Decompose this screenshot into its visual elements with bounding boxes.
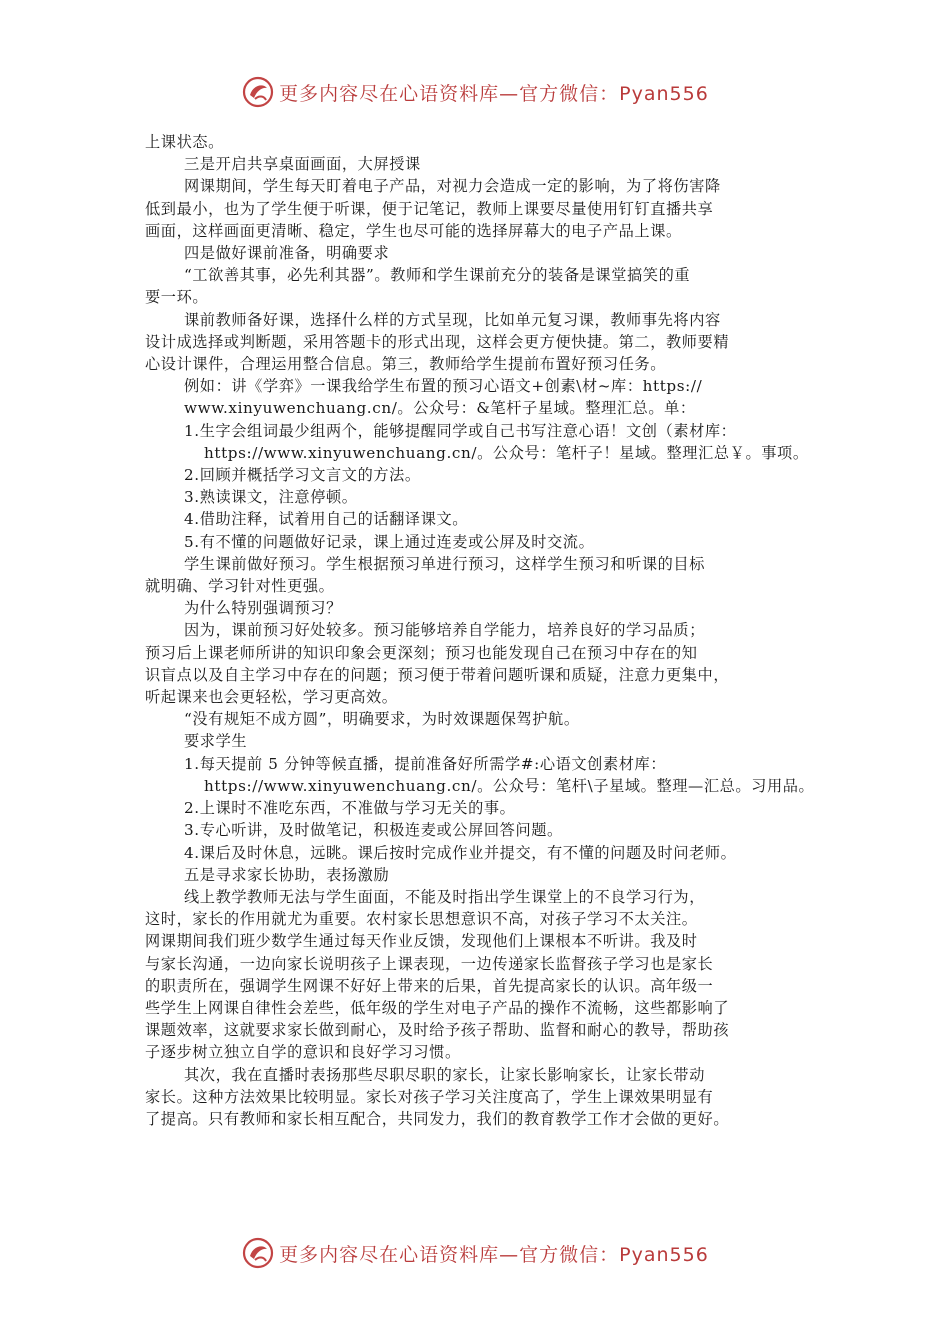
- text-line: https://www.xinyuwenchuang.cn/。公众号：笔杆\子星域。整理—汇总。习用品。: [204, 776, 815, 795]
- text-line: 课题效率，这就要求家长做到耐心，及时给予孩子帮助、监督和耐心的教导，帮助孩: [145, 1021, 730, 1040]
- text-line: “工欲善其事，必先利其器”。教师和学生课前充分的装备是课堂搞笑的重: [184, 266, 691, 285]
- text-line: 2.上课时不准吃东西，不准做与学习无关的事。: [184, 799, 516, 818]
- text-line: 3.熟读课文，注意停顿。: [184, 488, 358, 507]
- text-line: 些学生上网课自律性会差些，低年级的学生对电子产品的操作不流畅，这些都影响了: [145, 998, 730, 1017]
- text-line: 这时，家长的作用就尤为重要。农村家长思想意识不高，对孩子学习不太关注。: [145, 910, 698, 929]
- text-line: 画面，这样画面更清晰、稳定，学生也尽可能的选择屏幕大的电子产品上课。: [145, 221, 682, 240]
- text-line: 低到最小，也为了学生便于听课，便于记笔记，教师上课要尽量使用钉钉直播共享: [145, 199, 714, 218]
- text-line: 听起课来也会更轻松，学习更高效。: [145, 688, 398, 707]
- text-line: 子逐步树立独立自学的意识和良好学习习惯。: [145, 1043, 461, 1062]
- text-line: 三是开启共享桌面画面，大屏授课: [184, 155, 421, 174]
- text-line: 就明确、学习针对性更强。: [145, 577, 335, 596]
- text-line: 因为，课前预习好处较多。预习能够培养自学能力，培养良好的学习品质；: [184, 621, 705, 640]
- watermark-text: 更多内容尽在心语资料库—官方微信：Pyan556: [279, 82, 709, 105]
- text-line: 4.借助注释，试着用自己的话翻译课文。: [184, 510, 469, 529]
- document-body: [145, 131, 825, 1130]
- text-line: “没有规矩不成方圆”，明确要求，为时效课题保驾护航。: [184, 710, 580, 729]
- text-line: 五是寻求家长协助，表扬激励: [184, 865, 390, 884]
- text-line: 识盲点以及自主学习中存在的问题；预习便于带着问题听课和质疑，注意力更集中，: [145, 665, 730, 684]
- watermark-text: 更多内容尽在心语资料库—官方微信：Pyan556: [279, 1243, 709, 1266]
- text-line: 例如：讲《学弈》一课我给学生布置的预习心语文+创素\材~库：https://: [184, 377, 703, 396]
- text-line: 要一环。: [145, 288, 209, 307]
- text-line: 1.生字会组词最少组两个，能够提醒同学或自己书写注意心语！文创（素材库：: [184, 421, 737, 440]
- text-line: 四是做好课前准备，明确要求: [184, 244, 390, 263]
- text-line: 4.课后及时休息，远眺。课后按时完成作业并提交，有不懂的问题及时问老师。: [184, 843, 737, 862]
- text-line: 为什么特别强调预习？: [184, 599, 342, 618]
- header-watermark: [0, 72, 950, 112]
- text-line: www.xinyuwenchuang.cn/。公众号：&笔杆子星域。整理汇总。单：: [184, 399, 696, 418]
- text-line: 预习后上课老师所讲的知识印象会更深刻；预习也能发现自己在预习中存在的知: [145, 643, 698, 662]
- watermark-logo-icon: [241, 1236, 275, 1270]
- text-line: 网课期间我们班少数学生通过每天作业反馈，发现他们上课根本不听讲。我及时: [145, 932, 698, 951]
- text-line: 1.每天提前 5 分钟等候直播，提前准备好所需学#:心语文创素材库：: [184, 754, 667, 773]
- text-line: 的职责所在，强调学生网课不好好上带来的后果，首先提高家长的认识。高年级一: [145, 976, 714, 995]
- text-line: 课前教师备好课，选择什么样的方式呈现，比如单元复习课，教师事先将内容: [184, 310, 721, 329]
- text-line: 3.专心听讲，及时做笔记，积极连麦或公屏回答问题。: [184, 821, 563, 840]
- watermark-logo-icon: [241, 75, 275, 109]
- text-line: 学生课前做好预习。学生根据预习单进行预习，这样学生预习和听课的目标: [184, 554, 705, 573]
- text-line: 家长。这种方法效果比较明显。家长对孩子学习关注度高了，学生上课效果明显有: [145, 1087, 714, 1106]
- text-line: https://www.xinyuwenchuang.cn/。公众号：笔杆子！星域。整理汇总￥。事项。: [204, 443, 809, 462]
- text-line: 其次，我在直播时表扬那些尽职尽职的家长，让家长影响家长，让家长带动: [184, 1065, 705, 1084]
- text-line: 上课状态。: [145, 133, 224, 151]
- text-line: 与家长沟通，一边向家长说明孩子上课表现，一边传递家长监督孩子学习也是家长: [145, 954, 714, 973]
- footer-watermark: [0, 1233, 950, 1273]
- text-line: 了提高。只有教师和家长相互配合，共同发力，我们的教育教学工作才会做的更好。: [145, 1109, 730, 1128]
- text-line: 网课期间，学生每天盯着电子产品，对视力会造成一定的影响，为了将伤害降: [184, 177, 721, 196]
- text-line: 心设计课件，合理运用整合信息。第三，教师给学生提前布置好预习任务。: [145, 355, 666, 374]
- text-line: 2.回顾并概括学习文言文的方法。: [184, 466, 421, 485]
- text-line: 要求学生: [184, 732, 248, 751]
- text-line: 设计成选择或判断题，采用答题卡的形式出现，这样会更方便快捷。第二，教师要精: [145, 332, 730, 351]
- text-line: 线上教学教师无法与学生面面，不能及时指出学生课堂上的不良学习行为，: [184, 887, 705, 906]
- text-line: 5.有不懂的问题做好记录，课上通过连麦或公屏及时交流。: [184, 532, 595, 551]
